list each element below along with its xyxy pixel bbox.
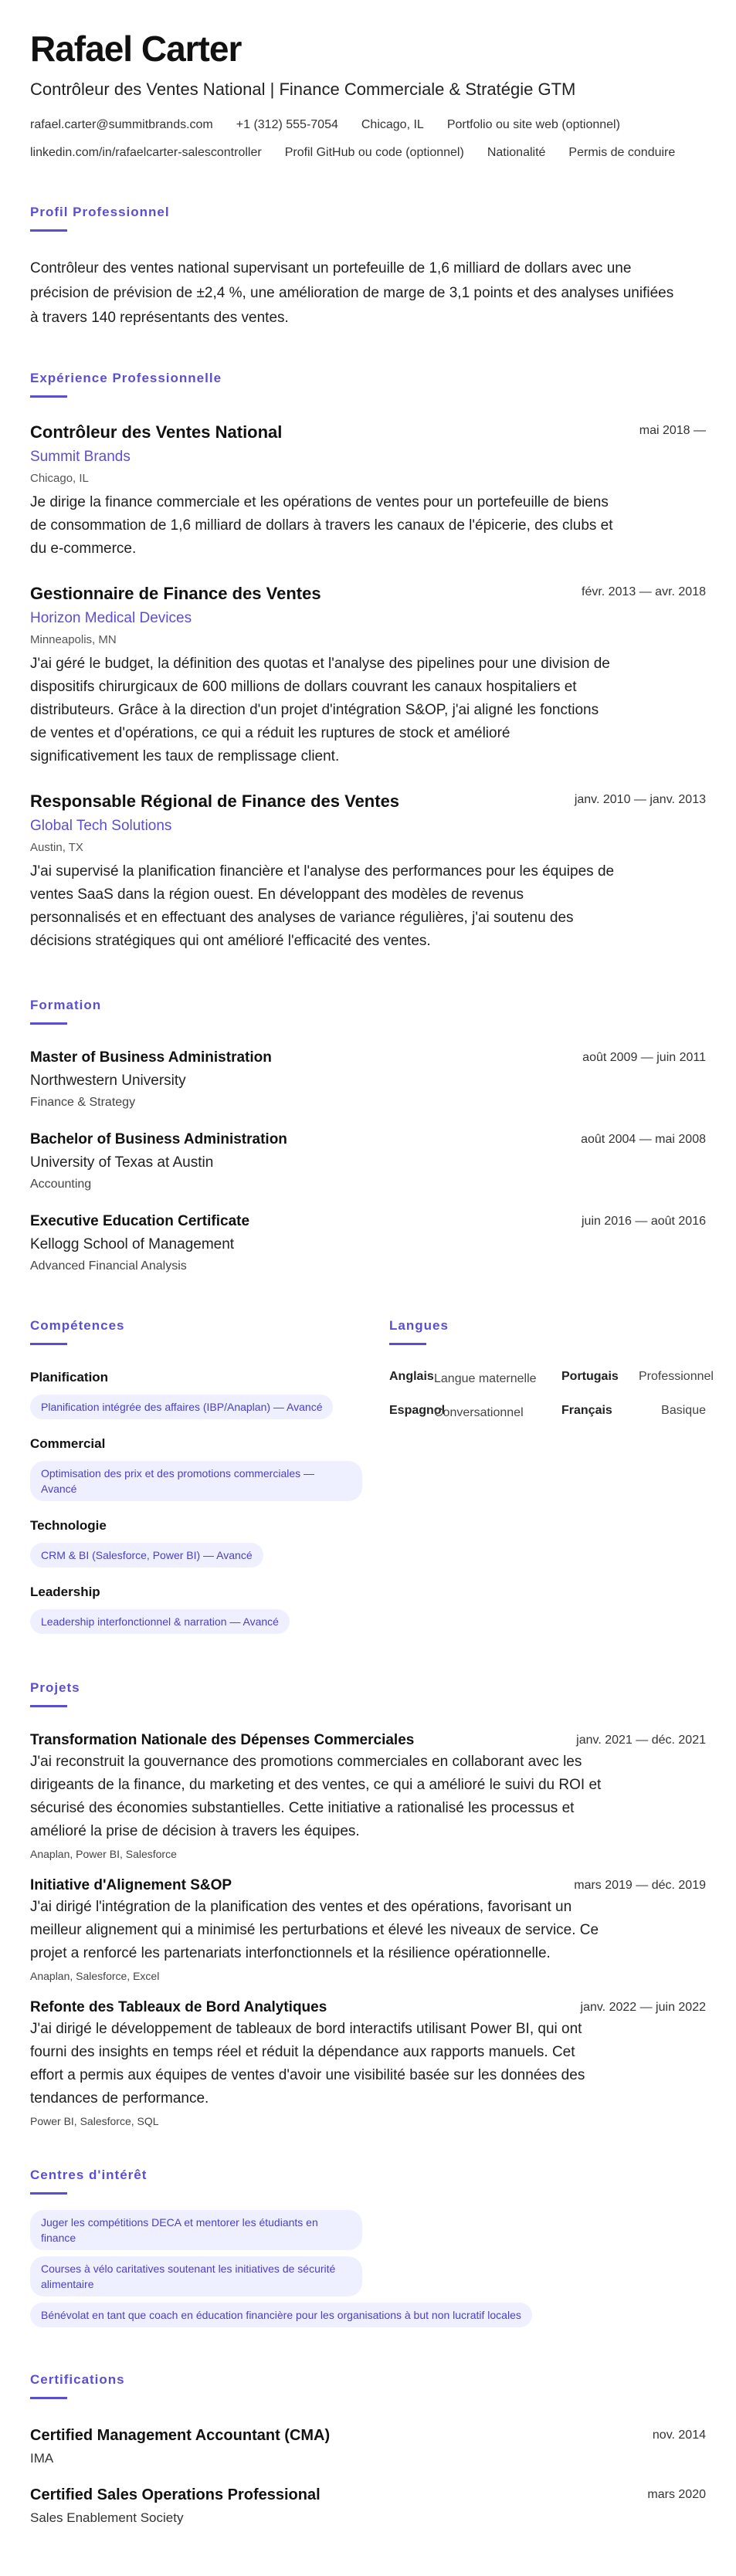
certification-name: Certified Management Accountant (CMA) — [30, 2426, 331, 2444]
job-entry — [30, 584, 706, 768]
project-dates: mars 2019 — déc. 2019 — [574, 1878, 706, 1892]
project-title: Refonte des Tableaux de Bord Analytiques — [30, 1998, 327, 2015]
education-entry — [30, 1213, 706, 1273]
skill-category: Planification — [30, 1369, 109, 1385]
candidate-subtitle: Contrôleur des Ventes National | Finance Commerciale & Stratégie GTM — [30, 79, 576, 99]
certification-issuer: Sales Enablement Society — [30, 2510, 184, 2525]
skills-languages-row — [30, 1317, 714, 1634]
education-dates: août 2004 — mai 2008 — [581, 1132, 706, 1146]
section-title: Compétences — [30, 1317, 125, 1333]
project-tech: Anaplan, Salesforce, Excel — [30, 1969, 160, 1982]
skill-category: Technologie — [30, 1517, 107, 1533]
language-name: Espagnol — [389, 1403, 446, 1417]
section-title: Formation — [30, 997, 102, 1012]
project-title: Transformation Nationale des Dépenses Commerciales — [30, 1731, 415, 1748]
education-entry — [30, 1049, 706, 1110]
section-divider — [30, 229, 67, 232]
profile-section — [30, 205, 706, 330]
job-description: J'ai géré le budget, la définition des quotas et l'analyse des pipelines pour une division de dispositifs chirurgicaux de 600 millions de dollars couvrant les canaux hospitaliers et distributeurs. Grâce à la direction d'un projet d'intégration S&OP, j'ai aligné les fonctions de ventes et d'opérations, ce qui a réduit les ruptures de stock et amélioré significativement les taux de remplissage client. — [30, 655, 610, 764]
skill-pill: CRM & BI (Salesforce, Power BI) — Avancé — [30, 1543, 263, 1568]
language-row — [389, 1404, 706, 1422]
skill-pill: Planification intégrée des affaires (IBP/Anaplan) — Avancé — [30, 1395, 333, 1419]
job-entry — [30, 422, 706, 561]
project-dates: janv. 2021 — déc. 2021 — [576, 1733, 706, 1747]
section-title: Profil Professionnel — [30, 204, 170, 219]
interests-section — [30, 2168, 706, 2327]
project-tech: Anaplan, Power BI, Salesforce — [30, 1847, 177, 1860]
project-description: J'ai reconstruit la gouvernance des promotions commerciales en collaborant avec les dirigeants de la finance, du marketing et des ventes, ce qui a amélioré le suivi du ROI et sécurisé des économies substantielles. Cette initiative a rationalisé les processus et amélioré la prise de décision à travers les équipes. — [30, 1753, 602, 1839]
project-title: Initiative d'Alignement S&OP — [30, 1876, 232, 1893]
skill-group — [30, 1436, 389, 1501]
language-name: Français — [561, 1403, 612, 1417]
education-dates: juin 2016 — août 2016 — [581, 1214, 706, 1228]
language-name: Portugais — [561, 1369, 619, 1383]
projects-section — [30, 1680, 706, 2127]
contact-list — [30, 118, 710, 160]
education-degree: Master of Business Administration — [30, 1049, 272, 1066]
job-dates: mai 2018 — — [639, 423, 706, 437]
interest-pill: Juger les compétitions DECA et mentorer les étudiants en finance — [30, 2210, 362, 2250]
job-location: Austin, TX — [30, 840, 83, 854]
interest-pill: Bénévolat en tant que coach en éducation financière pour les organisations à but non lucratif locales — [30, 2303, 532, 2327]
certifications-section — [30, 2372, 706, 2526]
job-description: Je dirige la finance commerciale et les opérations de ventes pour un portefeuille de biens de consommation de 1,6 milliard de dollars à travers les canaux de l'épicerie, des clubs et du e-commerce. — [30, 493, 613, 557]
language-level: Langue maternelle — [434, 1371, 537, 1385]
section-divider — [30, 2397, 67, 2399]
certification-issuer: IMA — [30, 2450, 54, 2466]
certification-date: mars 2020 — [647, 2487, 706, 2501]
contact-nationality: Nationalité — [487, 145, 546, 159]
section-divider — [30, 1022, 67, 1025]
contact-portfolio[interactable]: Portfolio ou site web (optionnel) — [446, 117, 620, 131]
section-title: Langues — [389, 1317, 449, 1333]
project-tech: Power BI, Salesforce, SQL — [30, 2114, 159, 2127]
languages-section — [389, 1317, 714, 1634]
education-field: Finance & Strategy — [30, 1095, 136, 1109]
section-title: Projets — [30, 1679, 80, 1695]
project-entry — [30, 1732, 706, 1860]
language-level: Professionnel — [639, 1369, 714, 1383]
certification-name: Certified Sales Operations Professional — [30, 2486, 321, 2503]
job-company: Global Tech Solutions — [30, 817, 172, 834]
skill-category: Leadership — [30, 1584, 100, 1599]
interest-pill: Courses à vélo caritatives soutenant les initiatives de sécurité alimentaire — [30, 2256, 362, 2296]
job-company: Summit Brands — [30, 448, 131, 465]
education-entry — [30, 1131, 706, 1191]
project-dates: janv. 2022 — juin 2022 — [580, 2000, 706, 2014]
education-field: Advanced Financial Analysis — [30, 1259, 187, 1273]
contact-location: Chicago, IL — [361, 117, 424, 131]
section-title: Expérience Professionnelle — [30, 370, 222, 385]
section-divider — [30, 2192, 67, 2195]
resume-header — [30, 29, 706, 160]
skills-section — [30, 1318, 389, 1634]
candidate-name: Rafael Carter — [30, 29, 242, 69]
profile-summary: Contrôleur des ventes national supervisant un portefeuille de 1,6 milliard de dollars avec une précision de prévision de ±2,4 %, une amélioration de marge de 3,1 points et des analyses unifiées à travers 140 représentants des ventes. — [30, 259, 674, 326]
education-dates: août 2009 — juin 2011 — [582, 1050, 706, 1064]
education-school: University of Texas at Austin — [30, 1154, 214, 1171]
job-location: Minneapolis, MN — [30, 632, 117, 646]
certification-entry — [30, 2486, 706, 2526]
project-entry — [30, 1999, 706, 2127]
education-section — [30, 998, 706, 1273]
job-title: Contrôleur des Ventes National — [30, 422, 283, 442]
contact-github[interactable]: Profil GitHub ou code (optionnel) — [284, 145, 464, 159]
contact-linkedin[interactable]: linkedin.com/in/rafaelcarter-salescontroller — [30, 145, 262, 159]
contact-email[interactable]: rafael.carter@summitbrands.com — [30, 117, 213, 131]
contact-license: Permis de conduire — [568, 145, 676, 159]
job-title: Gestionnaire de Finance des Ventes — [30, 583, 321, 603]
education-school: Northwestern University — [30, 1072, 186, 1089]
experience-section — [30, 371, 706, 953]
certification-date: nov. 2014 — [652, 2428, 706, 2442]
skill-group — [30, 1370, 389, 1419]
section-divider — [389, 1343, 426, 1345]
section-title: Centres d'intérêt — [30, 2167, 148, 2182]
skill-group — [30, 1518, 389, 1568]
section-title: Certifications — [30, 2371, 125, 2387]
section-divider — [30, 1705, 67, 1707]
education-degree: Executive Education Certificate — [30, 1212, 250, 1229]
skill-pill: Optimisation des prix et des promotions commerciales — Avancé — [30, 1461, 362, 1501]
job-dates: févr. 2013 — avr. 2018 — [582, 585, 706, 598]
language-row — [389, 1369, 714, 1388]
education-degree: Bachelor of Business Administration — [30, 1130, 287, 1147]
section-divider — [30, 395, 67, 398]
certification-entry — [30, 2427, 706, 2466]
language-name: Anglais — [389, 1369, 434, 1383]
job-company: Horizon Medical Devices — [30, 609, 192, 626]
job-description: J'ai supervisé la planification financière et l'analyse des performances pour les équipes de ventes SaaS dans la région ouest. En développant des modèles de revenus personnalisés et en effectuant des analyses de variance régulières, j'ai soutenu des décisions stratégiques qui ont amélioré l'efficacité des ventes. — [30, 863, 615, 949]
language-level: Basique — [661, 1403, 706, 1417]
job-location: Chicago, IL — [30, 471, 89, 485]
project-description: J'ai dirigé l'intégration de la planification des ventes et des opérations, favorisant un meilleur alignement qui a minimisé les perturbations et élevé les niveaux de service. Ce projet a renforcé les partenariats interfonctionnels et la résilience opérationnelle. — [30, 1898, 599, 1961]
contact-phone[interactable]: +1 (312) 555-7054 — [236, 117, 338, 131]
skill-group — [30, 1585, 389, 1634]
skill-category: Commercial — [30, 1435, 106, 1451]
section-divider — [30, 1343, 67, 1345]
education-school: Kellogg School of Management — [30, 1235, 235, 1252]
education-field: Accounting — [30, 1177, 92, 1191]
job-entry — [30, 791, 706, 953]
job-dates: janv. 2010 — janv. 2013 — [574, 792, 706, 806]
skill-pill: Leadership interfonctionnel & narration — Avancé — [30, 1609, 290, 1634]
project-description: J'ai dirigé le développement de tableaux de bord interactifs utilisant Power BI, qui ont fourni des insights en temps réel et réduit la dépendance aux rapports manuels. Cet effort a permis aux équipes de ventes d'avoir une visibilité basée sur les données des tendances de performance. — [30, 2020, 585, 2107]
job-title: Responsable Régional de Finance des Ventes — [30, 791, 400, 811]
language-level: Conversationnel — [434, 1405, 524, 1419]
project-entry — [30, 1877, 706, 1982]
